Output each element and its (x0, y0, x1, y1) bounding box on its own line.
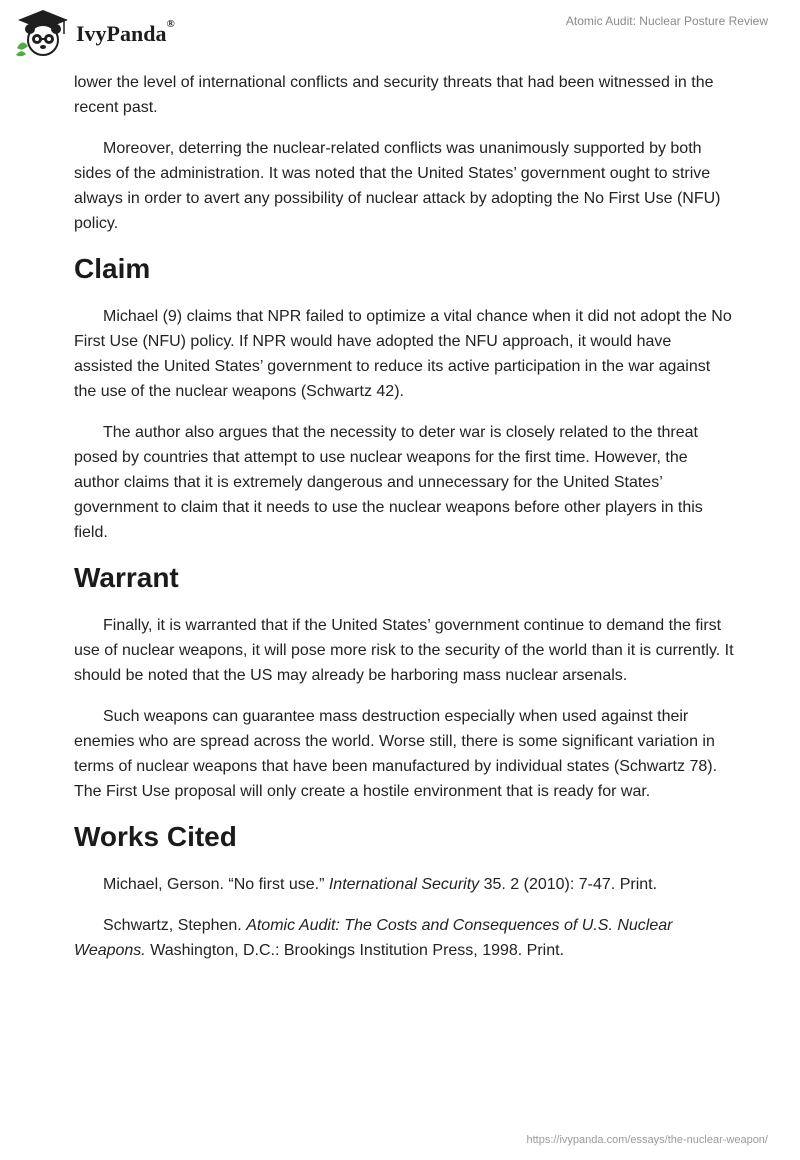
page-header (0, 0, 800, 64)
heading-warrant: Warrant (74, 562, 179, 593)
citation-text: Michael, Gerson. “No first use.” (103, 876, 329, 893)
paragraph-warrant-2: Such weapons can guarantee mass destruction especially when used against their enemies who are spread across the world. Worse still, there is some significant variation in terms of nuclear weapons that have been manufactured by individual states (Schwartz 78). The First Use proposal will only create a hostile environment that is ready for war. (74, 708, 718, 800)
panda-graduate-icon (14, 8, 72, 58)
paragraph-claim-1: Michael (9) claims that NPR failed to optimize a vital chance when it did not adopt the No First Use (NFU) policy. If NPR would have adopted the NFU approach, it would have assisted the United States’ government to reduce its active participation in the war against the use of the nuclear weapons (Schwartz 42). (74, 308, 732, 400)
essay-body (74, 70, 734, 979)
heading-works-cited: Works Cited (74, 821, 237, 852)
citation-details: Washington, D.C.: Brookings Institution Press, 1998. Print. (145, 942, 565, 959)
citation-text: Schwartz, Stephen. (103, 917, 247, 934)
paragraph-warrant-1: Finally, it is warranted that if the United States’ government continue to demand the first use of nuclear weapons, it will pose more risk to the security of the world than it is currently. It should be noted that the US may already be harboring mass nuclear arsenals. (74, 617, 734, 684)
registered-mark: ® (166, 18, 175, 30)
document-title: Atomic Audit: Nuclear Posture Review (565, 14, 768, 28)
citation-details: 35. 2 (2010): 7-47. Print. (479, 876, 658, 893)
brand-name: IvyPanda® (76, 18, 175, 46)
citation-book-title: Atomic Audit: The Costs and Consequences of U.S. Nuclear Weapons. (74, 917, 673, 959)
paragraph-intro-continuation: lower the level of international conflicts and security threats that had been witnessed in the recent past. (74, 74, 714, 116)
source-url-link[interactable]: https://ivypanda.com/essays/the-nuclear-weapon/ (526, 1134, 768, 1146)
citation-schwartz (74, 913, 734, 963)
citation-journal: International Security (328, 876, 480, 893)
paragraph-intro-2: Moreover, deterring the nuclear-related conflicts was unanimously supported by both sides of the administration. It was noted that the United States’ government ought to strive always in order to avert any possibility of nuclear attack by adopting the No First Use (NFU) policy. (74, 140, 721, 232)
brand-logo[interactable] (14, 8, 175, 58)
heading-claim: Claim (74, 253, 151, 284)
paragraph-claim-2: The author also argues that the necessity to deter war is closely related to the threat posed by countries that attempt to use nuclear weapons for the first time. However, the author claims that it is extremely dangerous and unnecessary for the United States’ government to claim that it needs to use the nuclear weapons before other players in this field. (74, 424, 703, 541)
citation-michael (74, 872, 734, 897)
